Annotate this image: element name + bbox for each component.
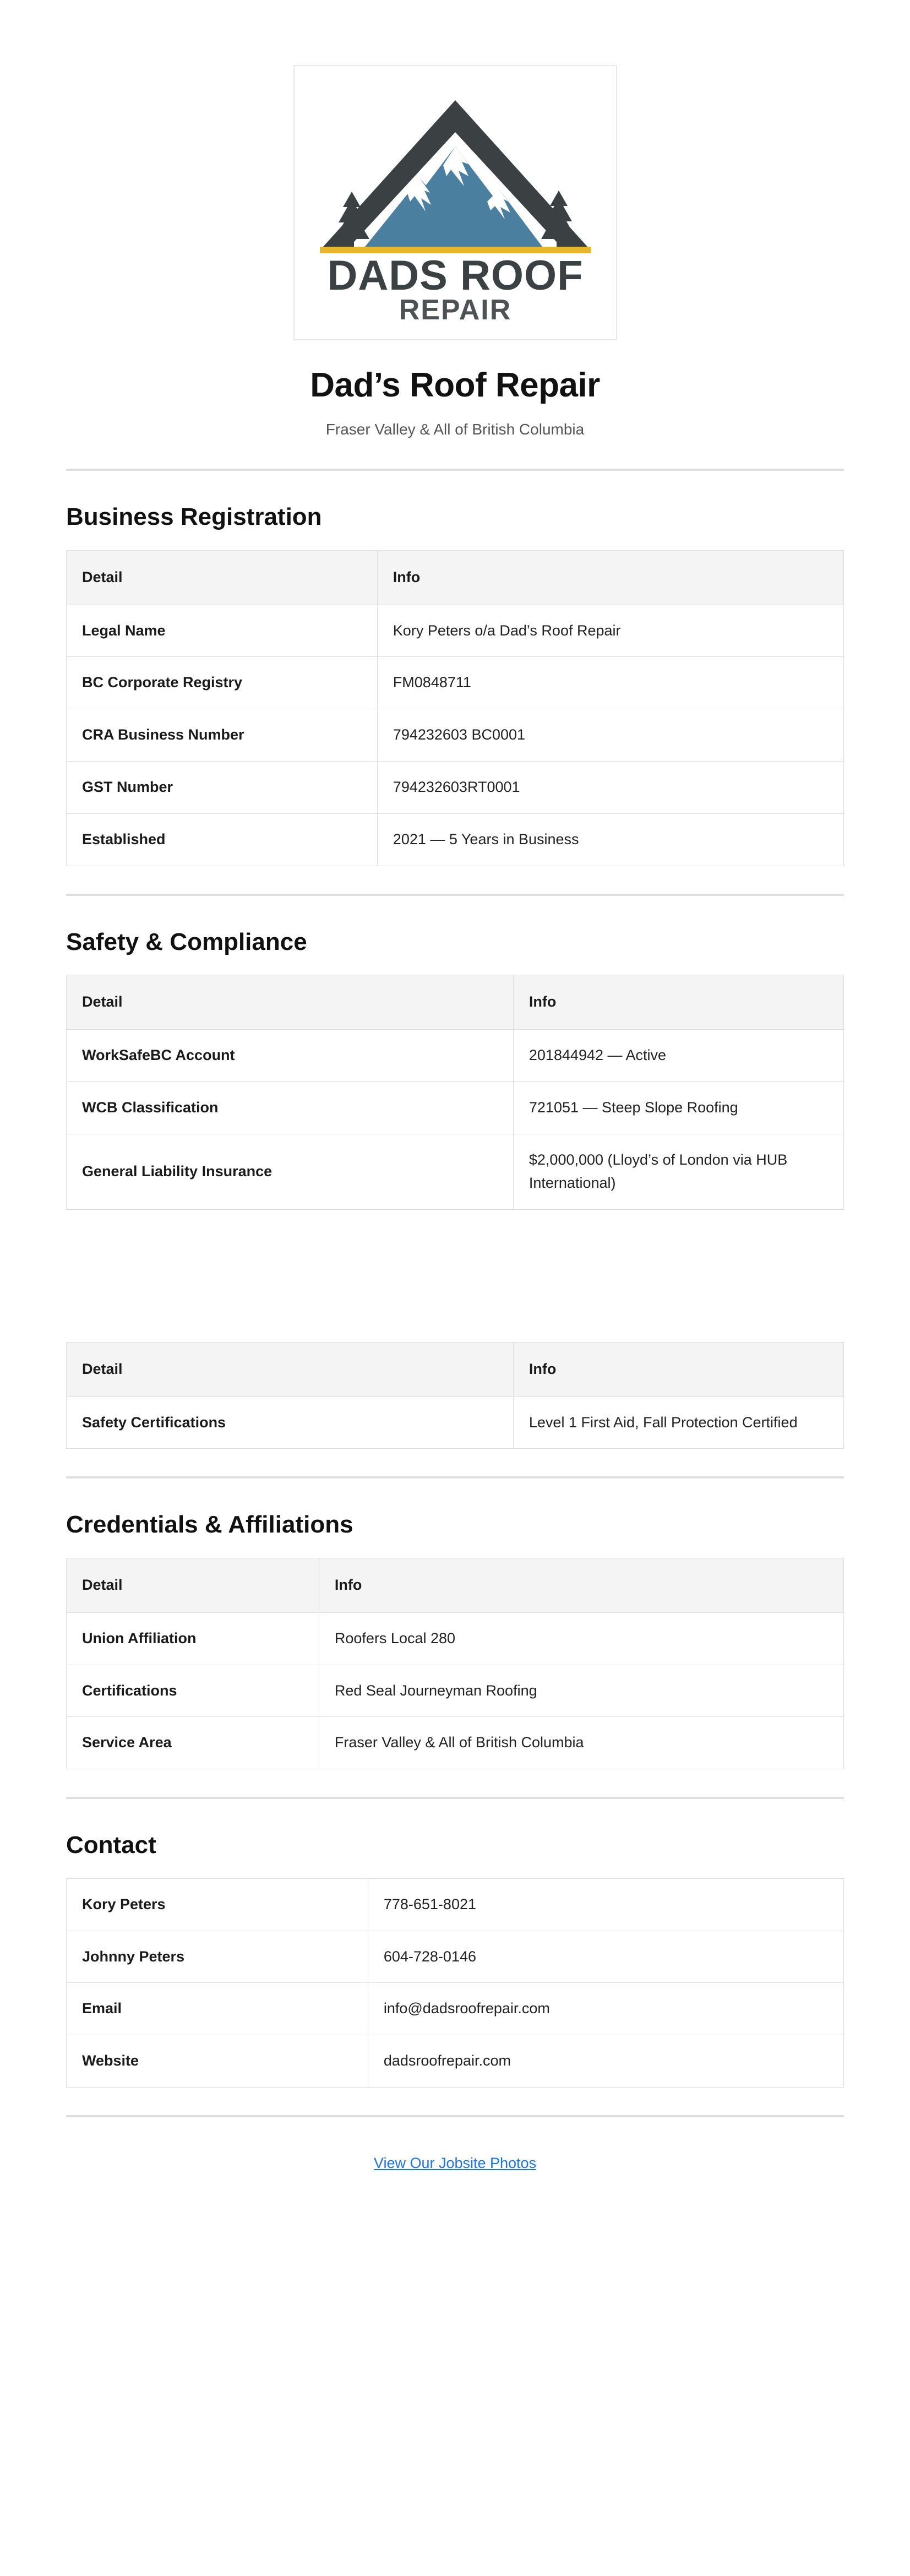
section-safety-compliance xyxy=(66,929,844,1449)
contact-email[interactable]: info@dadsroofrepair.com xyxy=(368,1983,843,2035)
row-value: Kory Peters o/a Dad’s Roof Repair xyxy=(377,605,843,657)
row-key: BC Corporate Registry xyxy=(67,657,378,709)
company-logo xyxy=(293,65,617,340)
table-row xyxy=(67,2035,844,2088)
row-value: 201844942 — Active xyxy=(513,1030,843,1082)
row-key: WorkSafeBC Account xyxy=(67,1030,514,1082)
section-title-contact: Contact xyxy=(66,1832,156,1859)
dads-roof-repair-logo-icon xyxy=(312,81,598,324)
table-row xyxy=(67,1396,844,1449)
row-key: General Liability Insurance xyxy=(67,1134,514,1209)
row-value: FM0848711 xyxy=(377,657,843,709)
row-key: Legal Name xyxy=(67,605,378,657)
row-key: WCB Classification xyxy=(67,1082,514,1134)
table-header-row xyxy=(67,1342,844,1396)
svg-text:REPAIR: REPAIR xyxy=(399,294,511,324)
section-title-credentials-affiliations: Credentials & Affiliations xyxy=(66,1511,353,1539)
credentials-affiliations-table xyxy=(66,1558,844,1770)
table-row xyxy=(67,1717,844,1769)
section-divider xyxy=(66,1476,844,1479)
header-divider xyxy=(66,469,844,471)
section-divider xyxy=(66,894,844,896)
section-business-registration xyxy=(66,504,844,866)
contact-name-kory: Kory Peters xyxy=(67,1878,368,1931)
row-key: GST Number xyxy=(67,762,378,814)
table-row xyxy=(67,1983,844,2035)
row-value: 2021 — 5 Years in Business xyxy=(377,813,843,866)
table-row xyxy=(67,657,844,709)
document-footer xyxy=(0,2155,910,2249)
footer-divider xyxy=(66,2115,844,2117)
table-row xyxy=(67,813,844,866)
contact-name-johnny: Johnny Peters xyxy=(67,1931,368,1983)
column-header-info: Info xyxy=(513,975,843,1030)
column-header-detail: Detail xyxy=(67,550,378,605)
section-credentials-affiliations xyxy=(66,1512,844,1769)
page-title: Dad’s Roof Repair xyxy=(310,366,600,404)
contact-table xyxy=(66,1878,844,2088)
row-value: Roofers Local 280 xyxy=(319,1612,843,1665)
row-key: Established xyxy=(67,813,378,866)
safety-compliance-table xyxy=(66,975,844,1209)
table-row xyxy=(67,709,844,762)
row-value: 794232603 BC0001 xyxy=(377,709,843,762)
table-row xyxy=(67,762,844,814)
table-row xyxy=(67,1878,844,1931)
table-row xyxy=(67,1082,844,1134)
section-title-safety-compliance: Safety & Compliance xyxy=(66,928,307,955)
column-header-detail: Detail xyxy=(67,1342,514,1396)
table-header-row xyxy=(67,550,844,605)
contact-website[interactable]: dadsroofrepair.com xyxy=(368,2035,843,2088)
table-header-row xyxy=(67,975,844,1030)
row-key: Safety Certifications xyxy=(67,1396,514,1449)
section-contact xyxy=(66,1832,844,2088)
safety-compliance-table-continued xyxy=(66,1342,844,1449)
contact-phone-kory[interactable]: 778-651-8021 xyxy=(368,1878,843,1931)
contact-label-website: Website xyxy=(67,2035,368,2088)
table-row xyxy=(67,1665,844,1717)
contact-label-email: Email xyxy=(67,1983,368,2035)
section-divider xyxy=(66,1797,844,1799)
row-value: Level 1 First Aid, Fall Protection Certified xyxy=(513,1396,843,1449)
document-header xyxy=(0,0,910,438)
row-value: 721051 — Steep Slope Roofing xyxy=(513,1082,843,1134)
row-value: 794232603RT0001 xyxy=(377,762,843,814)
business-registration-table xyxy=(66,550,844,866)
page-break-gap xyxy=(66,1210,844,1342)
svg-text:DADS ROOF: DADS ROOF xyxy=(327,252,583,299)
row-key: Service Area xyxy=(67,1717,319,1769)
column-header-detail: Detail xyxy=(67,1558,319,1612)
table-row xyxy=(67,605,844,657)
column-header-info: Info xyxy=(377,550,843,605)
section-title-business-registration: Business Registration xyxy=(66,503,322,531)
row-value: Red Seal Journeyman Roofing xyxy=(319,1665,843,1717)
column-header-detail: Detail xyxy=(67,975,514,1030)
jobsite-photos-link[interactable]: View Our Jobsite Photos xyxy=(373,2155,537,2172)
column-header-info: Info xyxy=(319,1558,843,1612)
table-row xyxy=(67,1931,844,1983)
row-value: Fraser Valley & All of British Columbia xyxy=(319,1717,843,1769)
table-row xyxy=(67,1030,844,1082)
company-tagline: Fraser Valley & All of British Columbia xyxy=(325,421,585,438)
row-key: CRA Business Number xyxy=(67,709,378,762)
table-row xyxy=(67,1612,844,1665)
table-header-row xyxy=(67,1558,844,1612)
row-key: Union Affiliation xyxy=(67,1612,319,1665)
table-row xyxy=(67,1134,844,1209)
column-header-info: Info xyxy=(513,1342,843,1396)
row-key: Certifications xyxy=(67,1665,319,1717)
contact-phone-johnny[interactable]: 604-728-0146 xyxy=(368,1931,843,1983)
row-value: $2,000,000 (Lloyd’s of London via HUB International) xyxy=(513,1134,843,1209)
